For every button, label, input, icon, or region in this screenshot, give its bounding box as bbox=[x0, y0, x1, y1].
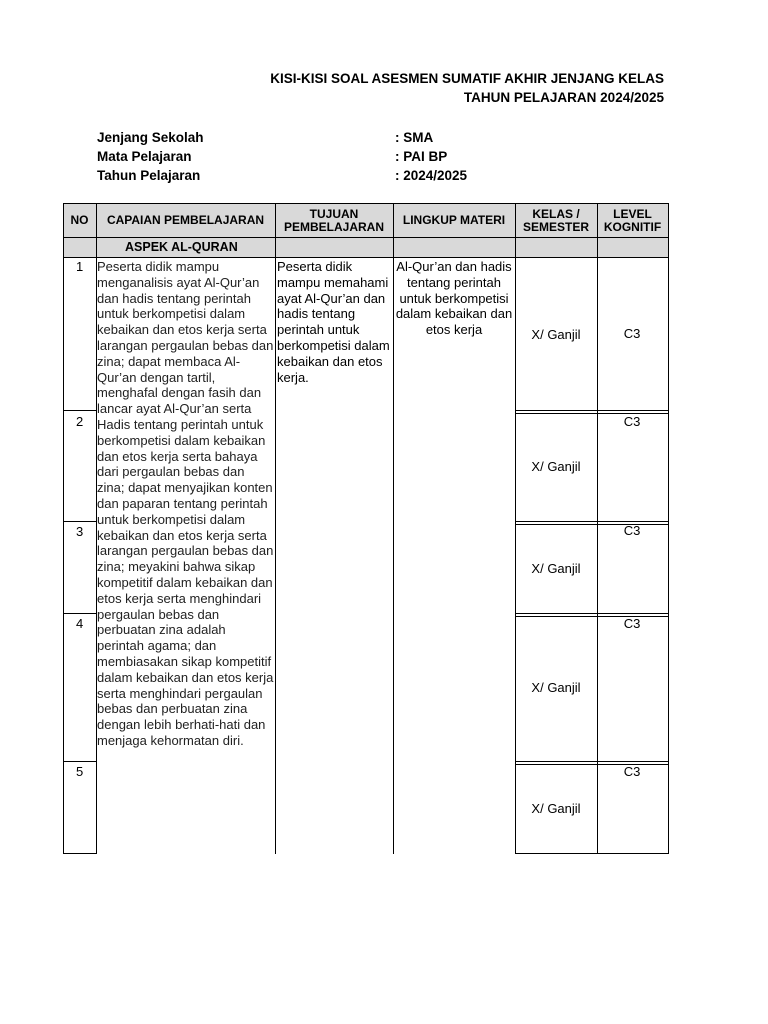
row-number: 5 bbox=[76, 764, 84, 779]
meta-value-jenjang: : SMA bbox=[395, 130, 434, 145]
section-label: ASPEK AL-QURAN bbox=[125, 239, 238, 254]
row-number: 3 bbox=[76, 524, 84, 539]
level-kognitif: C3 bbox=[623, 523, 641, 538]
header-capaian: CAPAIAN PEMBELAJARAN bbox=[96, 204, 275, 237]
header-tujuan: TUJUAN PEMBELAJARAN bbox=[275, 204, 393, 237]
table-border bbox=[275, 203, 276, 854]
capaian-pembelajaran-text: Peserta didik mampu menganalisis ayat Al-Qur’an dan hadis tentang perintah untuk berkompetisi dalam kebaikan dan etos kerja serta larangan pergaulan bebas dan zina; dapat membaca Al- Qur’an dengan tartil, menghafal dengan fasih dan lancar ayat Al-Qur’an serta Hadis tentang perintah untuk berkompetisi dalam kebaikan dan etos kerja serta bahaya dari pergaulan bebas dan zina; dapat menyajikan konten dan paparan tentang perintah untuk berkompetisi dalam kebaikan dan etos kerja serta larangan pergaulan bebas dan zina; meyakini bahwa sikap kompetitif dalam kebaikan dan etos kerja serta menghindari pergaulan bebas dan perbuatan zina adalah perintah agama; dan membiasakan sikap kompetitif dalam kebaikan dan etos kerja serta menghindari pergaulan bebas dan perbuatan zina dengan lebih berhati-hati dan menjaga kehormatan diri. bbox=[97, 259, 274, 748]
level-kognitif: C3 bbox=[623, 414, 641, 429]
header-level: LEVEL KOGNITIF bbox=[597, 204, 668, 237]
document-title: KISI-KISI SOAL ASESMEN SUMATIF AKHIR JENJANG KELAS bbox=[270, 71, 664, 86]
meta-label-jenjang: Jenjang Sekolah bbox=[97, 130, 204, 145]
meta-label-mapel: Mata Pelajaran bbox=[97, 149, 192, 164]
meta-value-mapel: : PAI BP bbox=[395, 149, 448, 164]
section-row bbox=[63, 237, 668, 257]
table-border bbox=[63, 203, 64, 854]
table-border bbox=[515, 853, 669, 854]
kelas-semester: X/ Ganjil bbox=[531, 459, 581, 474]
row-border bbox=[515, 410, 669, 411]
kelas-semester: X/ Ganjil bbox=[531, 680, 581, 695]
level-kognitif: C3 bbox=[623, 764, 641, 779]
row-border bbox=[63, 410, 97, 411]
table-border bbox=[515, 203, 516, 854]
row-number: 2 bbox=[76, 414, 84, 429]
lingkup-materi-text: Al-Qur’an dan hadis tentang perintah untuk berkompetisi dalam kebaikan dan etos kerja bbox=[395, 259, 513, 338]
row-number: 4 bbox=[76, 616, 84, 631]
table-border bbox=[63, 237, 669, 238]
row-border bbox=[63, 613, 97, 614]
header-lingkup: LINGKUP MATERI bbox=[393, 204, 515, 237]
table-border bbox=[63, 203, 669, 204]
meta-label-tahun: Tahun Pelajaran bbox=[97, 168, 201, 183]
document-subtitle: TAHUN PELAJARAN 2024/2025 bbox=[463, 90, 664, 105]
row-number: 1 bbox=[76, 259, 84, 274]
row-border bbox=[63, 521, 97, 522]
header-no: NO bbox=[63, 204, 96, 237]
kelas-semester: X/ Ganjil bbox=[531, 327, 581, 342]
kelas-semester: X/ Ganjil bbox=[531, 801, 581, 816]
row-border bbox=[63, 761, 97, 762]
kelas-semester: X/ Ganjil bbox=[531, 561, 581, 576]
level-kognitif: C3 bbox=[623, 616, 641, 631]
tujuan-pembelajaran-text: Peserta didik mampu memahami ayat Al-Qur’an dan hadis tentang perintah untuk berkompetisi dalam kebaikan dan etos kerja. bbox=[277, 259, 390, 385]
table-border bbox=[63, 257, 669, 258]
row-border bbox=[515, 521, 669, 522]
level-kognitif: C3 bbox=[623, 326, 641, 341]
meta-value-tahun: : 2024/2025 bbox=[395, 168, 468, 183]
row-border bbox=[515, 613, 669, 614]
table-border bbox=[668, 203, 669, 854]
row-border bbox=[515, 761, 669, 762]
table-border bbox=[63, 853, 97, 854]
header-kelas: KELAS / SEMESTER bbox=[515, 204, 597, 237]
